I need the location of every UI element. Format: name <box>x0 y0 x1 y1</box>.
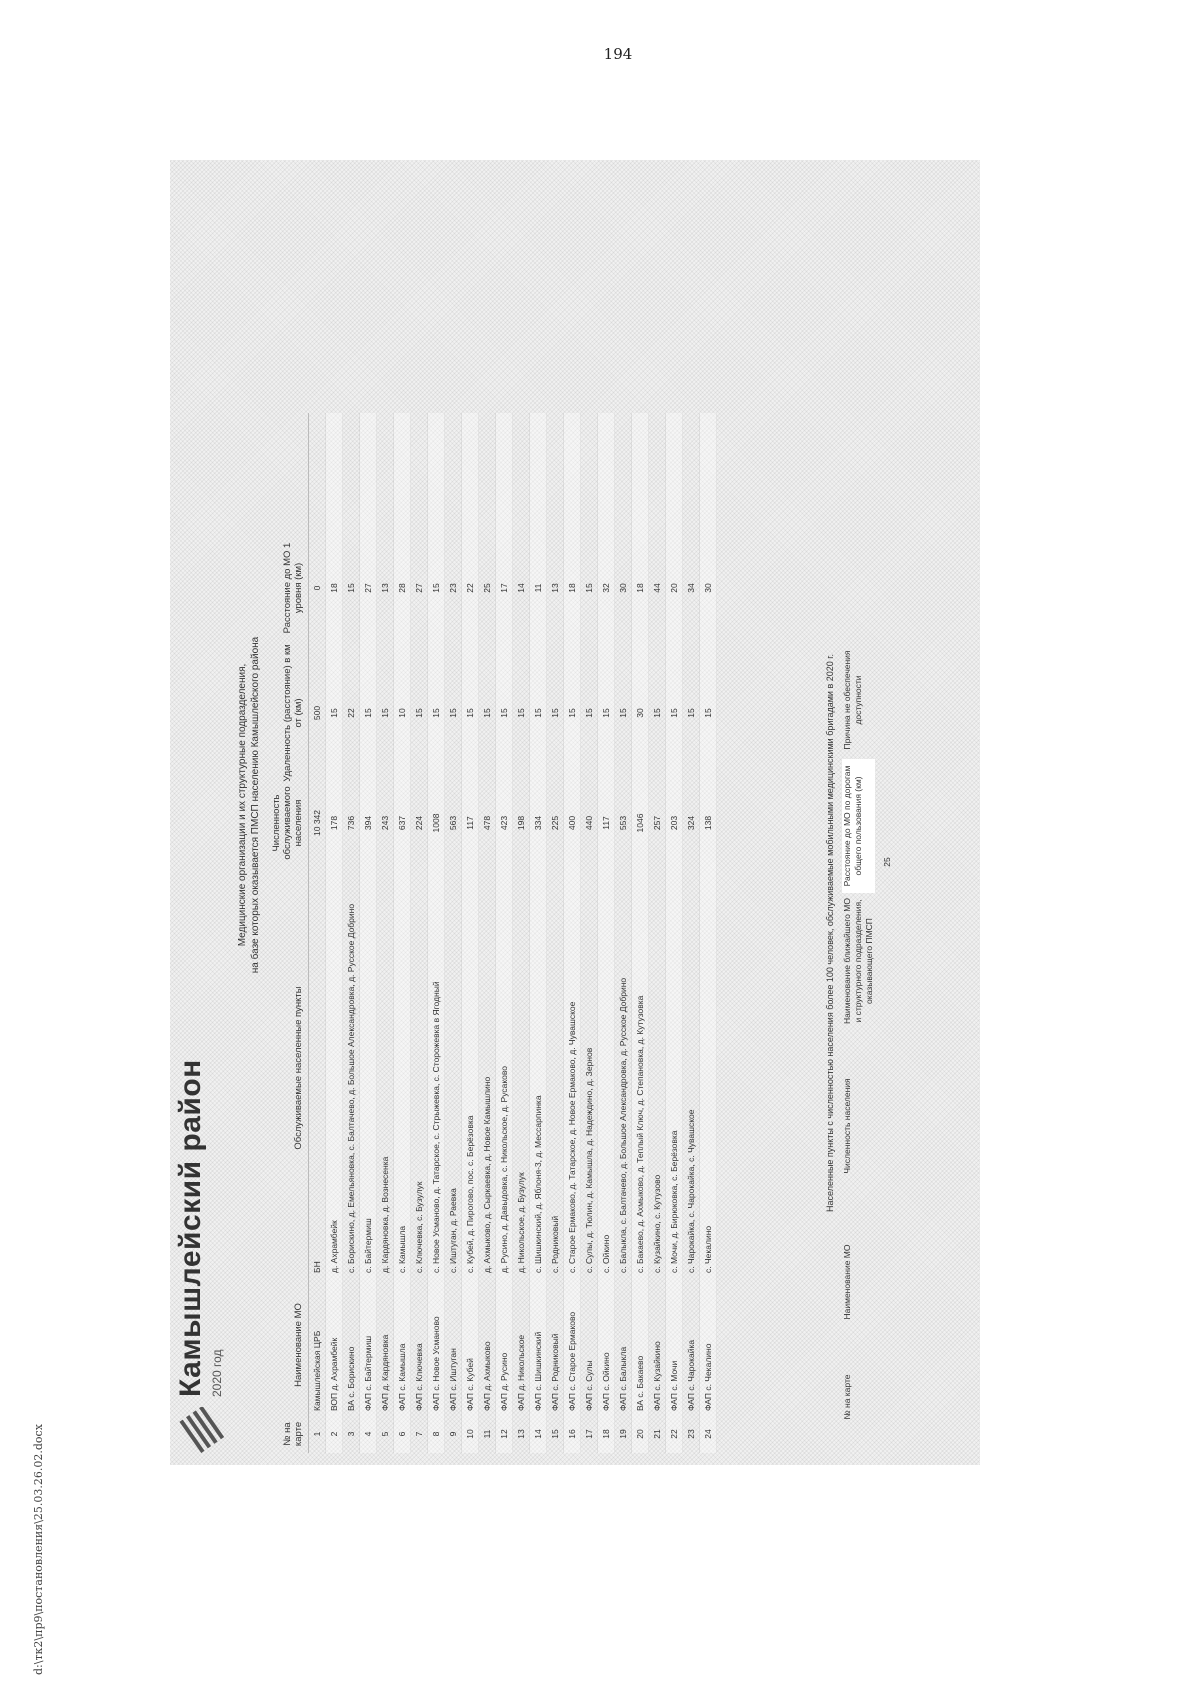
cell-distance-level1: 15 <box>584 583 594 593</box>
cell-settlements: БН <box>312 1261 322 1273</box>
table-row <box>666 413 683 1453</box>
cell-population: 478 <box>482 815 492 831</box>
legend-header-extra <box>842 523 875 641</box>
cell-distance: 15 <box>363 708 373 718</box>
header-settlements: Обслуживаемые населенные пункты <box>293 986 304 1150</box>
cell-settlements: с. Ойкино <box>601 1234 611 1273</box>
cell-settlements: с. Мочи, д. Бирюковка, с. Берёзовка <box>669 1130 679 1273</box>
cell-name: ФАП с. Ключевка <box>414 1343 424 1411</box>
cell-distance: 15 <box>431 708 441 718</box>
cell-name: ФАП с. Старое Ермаково <box>567 1311 577 1411</box>
cell-num: 10 <box>465 1429 475 1439</box>
table-row <box>632 413 649 1453</box>
cell-settlements: с. Ключевка, с. Бузулук <box>414 1181 424 1273</box>
cell-population: 394 <box>363 815 373 831</box>
cell-distance: 30 <box>635 708 645 718</box>
cell-settlements: д. Никольское, д. Бузулук <box>516 1172 526 1273</box>
rotated-sheet <box>170 160 980 1465</box>
table-row <box>394 413 411 1453</box>
cell-population: 1046 <box>635 813 645 833</box>
cell-settlements: с. Родниковый <box>550 1215 560 1273</box>
legend-value <box>882 1239 892 1349</box>
cell-distance: 15 <box>601 708 611 718</box>
cell-population: 324 <box>686 815 696 831</box>
cell-name: ФАП с. Кубей <box>465 1358 475 1411</box>
cell-distance-level1: 28 <box>397 583 407 593</box>
cell-distance: 15 <box>414 708 424 718</box>
cell-distance-level1: 11 <box>533 583 543 593</box>
cell-name: Камышлейская ЦРБ <box>312 1330 322 1411</box>
cell-num: 14 <box>533 1429 543 1439</box>
cell-population: 257 <box>652 815 662 831</box>
cell-distance: 15 <box>584 708 594 718</box>
cell-distance-level1: 32 <box>601 583 611 593</box>
region-date: 2020 год <box>210 1349 224 1397</box>
cell-population: 440 <box>584 815 594 831</box>
legend-value <box>882 1053 892 1239</box>
cell-name: ФАП д. Кардяновка <box>380 1334 390 1411</box>
cell-num: 17 <box>584 1429 594 1439</box>
cell-num: 20 <box>635 1429 645 1439</box>
legend-value <box>882 1349 892 1453</box>
cell-settlements: с. Чарокайка, с. Чарокайка, с. Чувашское <box>686 1109 696 1273</box>
cell-settlements: д. Кардяновка, д. Вознесенка <box>380 1156 390 1273</box>
cell-settlements: с. Чекалино <box>703 1225 713 1273</box>
cell-distance-level1: 18 <box>329 583 339 593</box>
cell-name: ФАП с. Родниковый <box>550 1333 560 1411</box>
facilities-table <box>268 413 717 1453</box>
cell-num: 21 <box>652 1429 662 1439</box>
cell-num: 19 <box>618 1429 628 1439</box>
cell-settlements: с. Камышла <box>397 1225 407 1273</box>
table-row <box>513 413 530 1453</box>
cell-population: 400 <box>567 815 577 831</box>
cell-name: ФАП с. Байтермиш <box>363 1335 373 1411</box>
table-row <box>547 413 564 1453</box>
cell-population: 423 <box>499 815 509 831</box>
table-row <box>445 413 462 1453</box>
cell-distance: 15 <box>329 708 339 718</box>
cell-distance-level1: 44 <box>652 583 662 593</box>
table-row <box>326 413 343 1453</box>
cell-settlements: с. Кузайкино, с. Кутузово <box>652 1174 662 1273</box>
cell-distance-level1: 13 <box>550 583 560 593</box>
cell-num: 6 <box>397 1431 407 1437</box>
cell-settlements: с. Иштуган, д. Раевка <box>448 1188 458 1273</box>
cell-population: 225 <box>550 815 560 831</box>
table-row <box>581 413 598 1453</box>
cell-distance: 15 <box>465 708 475 718</box>
legend-value <box>882 579 892 689</box>
cell-distance: 15 <box>618 708 628 718</box>
cell-num: 9 <box>448 1431 458 1437</box>
legend-value <box>882 925 892 1053</box>
cell-distance: 10 <box>397 708 407 718</box>
cell-name: ВА с. Бакаево <box>635 1355 645 1411</box>
cell-distance: 22 <box>346 708 356 718</box>
cell-name: ФАП с. Шишкинский <box>533 1331 543 1411</box>
cell-num: 11 <box>482 1429 492 1439</box>
header-distance-level1: Расстояние до МО 1 уровня (км) <box>282 542 304 634</box>
cell-population: 334 <box>533 815 543 831</box>
region-logo-icon <box>178 1407 224 1453</box>
cell-population: 736 <box>346 815 356 831</box>
cell-num: 23 <box>686 1429 696 1439</box>
cell-num: 3 <box>346 1431 356 1437</box>
legend-values-row <box>882 413 892 1453</box>
legend-header-distance: Расстояние до МО по дорогам общего пользования (км) <box>842 759 875 893</box>
cell-name: ВА с. Борискино <box>346 1346 356 1411</box>
cell-num: 4 <box>363 1431 373 1437</box>
table-row <box>479 413 496 1453</box>
cell-num: 8 <box>431 1431 441 1437</box>
cell-num: 16 <box>567 1429 577 1439</box>
table-header-row <box>268 413 309 1453</box>
cell-population: 243 <box>380 815 390 831</box>
cell-settlements: д. Ахмыково, д. Сыркаевка, д. Новое Камышлино <box>482 1076 492 1273</box>
cell-distance-level1: 30 <box>703 583 713 593</box>
header-population: Численность обслуживаемого населения <box>271 786 304 860</box>
cell-num: 5 <box>380 1431 390 1437</box>
cell-distance-level1: 30 <box>618 583 628 593</box>
cell-num: 18 <box>601 1429 611 1439</box>
cell-name: ФАП д. Русино <box>499 1352 509 1411</box>
cell-population: 1008 <box>431 813 441 833</box>
cell-distance-level1: 22 <box>465 583 475 593</box>
cell-distance-level1: 18 <box>635 583 645 593</box>
table-title-line-2: на базе которых оказывается ПМСП населению Камышлейского района <box>250 636 261 974</box>
cell-name: ФАП с. Мочи <box>669 1360 679 1411</box>
table-row <box>309 413 326 1453</box>
cell-distance: 15 <box>550 708 560 718</box>
cell-distance: 15 <box>703 708 713 718</box>
table-row <box>411 413 428 1453</box>
cell-num: 15 <box>550 1429 560 1439</box>
legend-value: 25 <box>882 857 892 867</box>
cell-distance: 15 <box>482 708 492 718</box>
cell-num: 24 <box>703 1429 713 1439</box>
cell-distance-level1: 17 <box>499 583 509 593</box>
header-num: № на карте <box>282 1421 304 1447</box>
cell-population: 198 <box>516 815 526 831</box>
table-row <box>496 413 513 1453</box>
cell-distance-level1: 0 <box>312 585 322 591</box>
cell-population: 117 <box>465 816 475 830</box>
region-name: Камышлейский район <box>174 1059 207 1397</box>
table-row <box>462 413 479 1453</box>
cell-name: ФАП д. Никольское <box>516 1334 526 1411</box>
cell-population: 224 <box>414 815 424 831</box>
cell-name: ФАП с. Чарокайка <box>686 1339 696 1411</box>
cell-distance-level1: 25 <box>482 583 492 593</box>
cell-settlements: с. Бакаево, д. Ахмыково, д. Теплый Ключ, д. Степановка, д. Кутузовка <box>635 995 645 1273</box>
cell-name: ВОП д. Ахрамбейк <box>329 1337 339 1411</box>
cell-distance-level1: 27 <box>414 583 424 593</box>
cell-num: 7 <box>414 1431 424 1437</box>
cell-population: 117 <box>601 816 611 830</box>
table-row <box>377 413 394 1453</box>
table-row <box>615 413 632 1453</box>
cell-name: ФАП с. Ойкино <box>601 1352 611 1411</box>
cell-name: ФАП с. Камышла <box>397 1343 407 1411</box>
cell-distance: 15 <box>567 708 577 718</box>
legend-header-row <box>842 413 875 1453</box>
table-row <box>428 413 445 1453</box>
cell-name: ФАП с. Чекалино <box>703 1343 713 1411</box>
table-row <box>700 413 717 1453</box>
table-row <box>564 413 581 1453</box>
cell-distance-level1: 23 <box>448 583 458 593</box>
cell-distance-level1: 34 <box>686 583 696 593</box>
header-name: Наименование МО <box>293 1303 304 1387</box>
cell-settlements: с. Байтермиш <box>363 1218 373 1273</box>
cell-num: 1 <box>312 1431 322 1437</box>
table-body <box>309 413 717 1453</box>
cell-distance-level1: 13 <box>380 583 390 593</box>
cell-distance-level1: 15 <box>346 583 356 593</box>
cell-distance-level1: 14 <box>516 583 526 593</box>
cell-population: 637 <box>397 815 407 831</box>
cell-settlements: с. Новое Усманово, д. Татарское, с. Стрыжевка, с. Сторожевка в Ягодный <box>431 981 441 1273</box>
cell-settlements: с. Кубей, д. Пирогово, пос. с. Берёзовка <box>465 1115 475 1273</box>
sheet-slot <box>170 160 980 1465</box>
cell-distance: 500 <box>312 705 322 721</box>
cell-distance: 15 <box>516 708 526 718</box>
cell-settlements: д. Ахрамбейк <box>329 1220 339 1273</box>
legend-header-name: Наименование МО <box>842 1244 852 1320</box>
cell-name: ФАП с. Кузайкино <box>652 1341 662 1411</box>
cell-population: 10 342 <box>312 810 322 836</box>
table-row <box>683 413 700 1453</box>
cell-distance: 15 <box>686 708 696 718</box>
cell-settlements: с. Старое Ермаково, д. Татарское, д. Новое Ермаково, д. Чувашское <box>567 1001 577 1273</box>
table-title <box>236 485 262 1125</box>
cell-population: 203 <box>669 815 679 831</box>
cell-num: 22 <box>669 1429 679 1439</box>
cell-distance-level1: 15 <box>431 583 441 593</box>
cell-distance-level1: 18 <box>567 583 577 593</box>
legend-title: Населенные пункты с численностью населения более 100 человек, обслуживаемые мобильными медицинскими бригадами в 2020 г. <box>825 654 835 1212</box>
cell-distance: 15 <box>669 708 679 718</box>
cell-num: 2 <box>329 1431 339 1437</box>
cell-population: 178 <box>329 815 339 831</box>
legend-header-population: Численность населения <box>842 1078 852 1174</box>
cell-population: 563 <box>448 815 458 831</box>
cell-population: 553 <box>618 815 628 831</box>
page-number: 194 <box>603 45 633 63</box>
table-title-line-1: Медицинские организации и их структурные подразделения, <box>237 663 248 947</box>
cell-settlements: с. Сулы, д. Тюлин, д. Камышла, д. Надеждино, д. Зернов <box>584 1047 594 1273</box>
cell-distance: 15 <box>448 708 458 718</box>
cell-distance: 15 <box>652 708 662 718</box>
cell-settlements: д. Русино, д. Давыдовка, с. Никольское, д. Русаково <box>499 1065 509 1273</box>
cell-settlements: с. Борискино, д. Емельяновка, с. Балтачево, д. Большое Александровка, д. Русское Добрино <box>346 903 356 1273</box>
table-row <box>530 413 547 1453</box>
cell-settlements: с. Шишкинский, д. Яблоня-3, д. Мессарпинка <box>533 1095 543 1273</box>
cell-distance-level1: 27 <box>363 583 373 593</box>
cell-population: 138 <box>703 815 713 831</box>
cell-distance: 15 <box>533 708 543 718</box>
cell-name: ФАП д. Ахмыково <box>482 1341 492 1411</box>
table-row <box>598 413 615 1453</box>
cell-distance: 15 <box>499 708 509 718</box>
cell-distance: 15 <box>380 708 390 718</box>
cell-num: 13 <box>516 1429 526 1439</box>
legend-header-num: № на карте <box>842 1374 852 1420</box>
table-row <box>360 413 377 1453</box>
cell-num: 12 <box>499 1429 509 1439</box>
table-row <box>343 413 360 1453</box>
cell-name: ФАП с. Иштуган <box>448 1348 458 1411</box>
cell-settlements: с. Балыкла, с. Балтачево, д. Большое Александровка, д. Русское Добрино <box>618 977 628 1273</box>
cell-distance-level1: 20 <box>669 583 679 593</box>
file-path: d:\тк2\пр9\постановления\25.03.26.02.docx <box>32 1424 45 1675</box>
sheet-header <box>170 160 232 1465</box>
legend-value <box>882 689 892 799</box>
legend-header-nearest: Наименование ближайшего МО и структурного подразделения, оказывающего ПМСП <box>842 898 874 1024</box>
header-distance: Удаленность (расстояние) в км от (км) <box>282 644 304 782</box>
legend-header-reason: Причина не обеспечения доступности <box>842 650 863 750</box>
cell-name: ФАП с. Новое Усманово <box>431 1316 441 1411</box>
table-row <box>649 413 666 1453</box>
cell-name: ФАП с. Сулы <box>584 1360 594 1411</box>
cell-name: ФАП с. Балыкла <box>618 1346 628 1411</box>
